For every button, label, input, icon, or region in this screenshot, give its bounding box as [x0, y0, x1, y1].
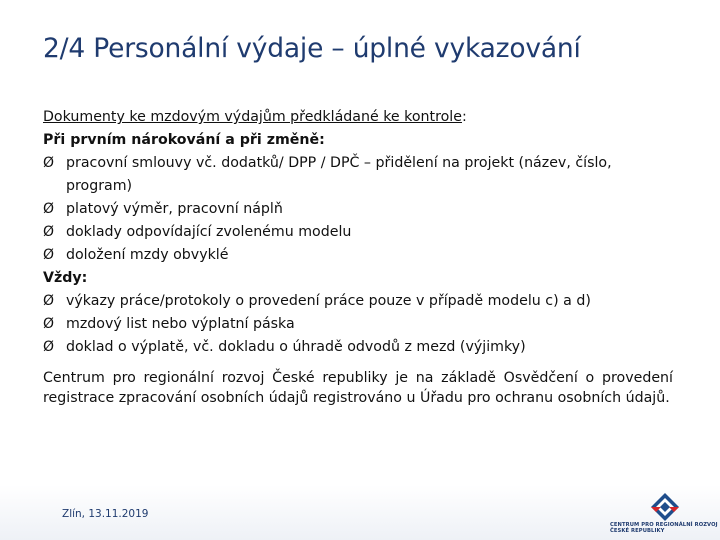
list-item-text: pracovní smlouvy vč. dodatků/ DPP / DPČ – přidělení na projekt (název, číslo, program) [66, 155, 612, 194]
list-item-text: doklady odpovídající zvolenému modelu [66, 224, 352, 240]
list-item-text: platový výměr, pracovní náplň [66, 201, 283, 217]
list-item [43, 221, 673, 244]
list-item [43, 336, 673, 359]
section-heading-always: Vždy: [43, 270, 88, 286]
arrow-bullet-icon: Ø [43, 339, 55, 355]
list-item [43, 152, 673, 198]
list-item-text: výkazy práce/protokoly o provedení práce pouze v případě modelu c) a d) [66, 293, 591, 309]
list-item [43, 198, 673, 221]
list-item-text: mzdový list nebo výplatní páska [66, 316, 295, 332]
logo-line-2: ČESKÉ REPUBLIKY [610, 528, 665, 534]
gdpr-note: Centrum pro regionální rozvoj České republiky je na základě Osvědčení o provedení registrace zpracování osobních údajů registrováno u Úřadu pro ochranu osobních údajů. [43, 370, 673, 406]
intro-text: Dokumenty ke mzdovým výdajům předkládané ke kontrole [43, 109, 462, 125]
list-item [43, 313, 673, 336]
slide-content [43, 106, 673, 408]
crr-logo-mark-icon [610, 492, 720, 522]
list-item [43, 244, 673, 267]
crr-logo [610, 492, 720, 538]
logo-line-1: CENTRUM PRO REGIONÁLNÍ ROZVOJ [610, 522, 718, 528]
arrow-bullet-icon: Ø [43, 201, 55, 217]
arrow-bullet-icon: Ø [43, 293, 55, 309]
arrow-bullet-icon: Ø [43, 247, 55, 263]
list-item-text: doložení mzdy obvyklé [66, 247, 229, 263]
arrow-bullet-icon: Ø [43, 316, 55, 332]
slide-title: 2/4 Personální výdaje – úplné vykazování [43, 33, 581, 64]
list-item-text: doklad o výplatě, vč. dokladu o úhradě odvodů z mezd (výjimky) [66, 339, 526, 355]
footer-date: Zlín, 13.11.2019 [62, 508, 149, 520]
arrow-bullet-icon: Ø [43, 224, 55, 240]
list-item [43, 290, 673, 313]
section-heading-first-claim: Při prvním nárokování a při změně: [43, 132, 325, 148]
crr-logo-text [610, 522, 720, 534]
intro-line [43, 106, 673, 129]
arrow-bullet-icon: Ø [43, 155, 55, 171]
intro-colon: : [461, 109, 467, 125]
